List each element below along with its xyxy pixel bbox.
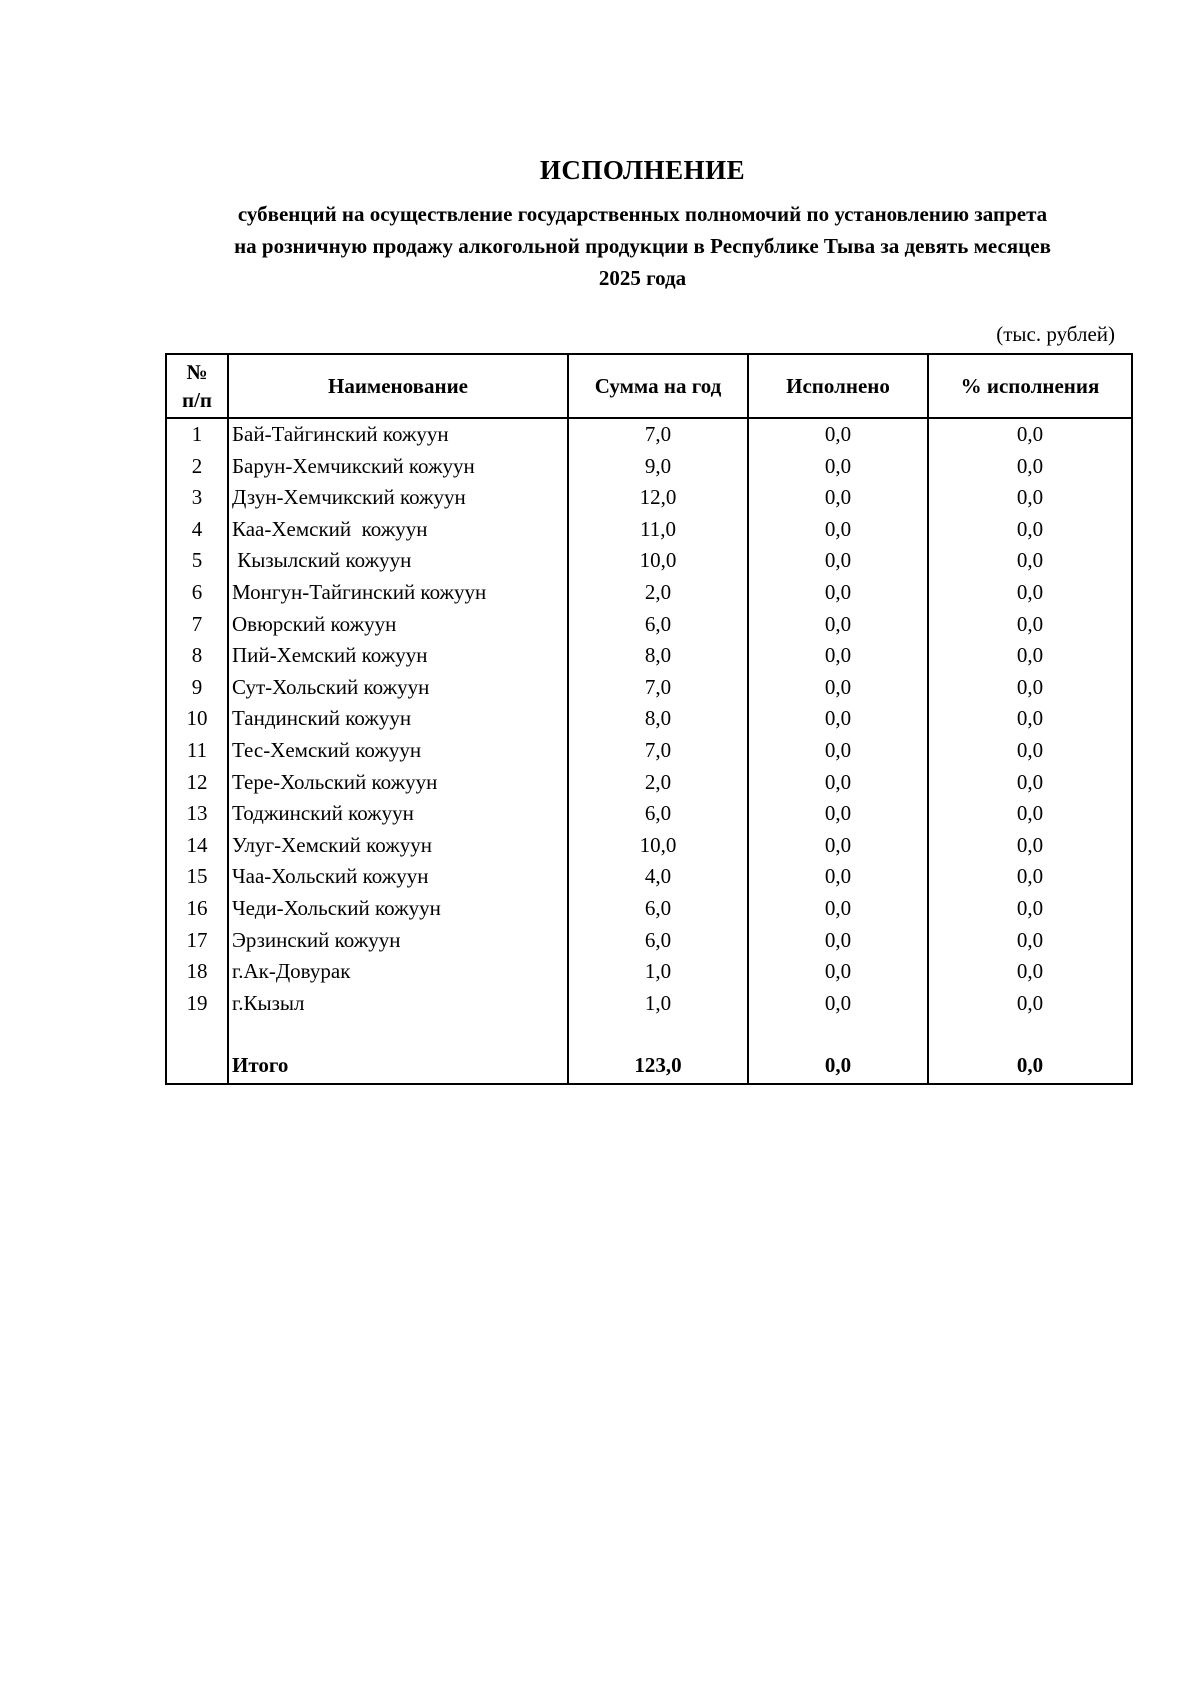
document-subtitle: [160, 198, 1125, 294]
row-number: 4: [166, 514, 228, 546]
row-pct: 0,0: [928, 956, 1132, 988]
row-sum: 2,0: [568, 767, 748, 799]
row-sum: 9,0: [568, 451, 748, 483]
spacer-cell: [748, 1019, 928, 1049]
row-name: Каа-Хемский кожуун: [228, 514, 568, 546]
row-number: 16: [166, 893, 228, 925]
row-done: 0,0: [748, 418, 928, 451]
row-name: Тоджинский кожуун: [228, 798, 568, 830]
row-pct: 0,0: [928, 988, 1132, 1020]
row-name: Тере-Хольский кожуун: [228, 767, 568, 799]
row-name: Сут-Хольский кожуун: [228, 672, 568, 704]
table-row: [166, 798, 1132, 830]
row-done: 0,0: [748, 956, 928, 988]
row-pct: 0,0: [928, 609, 1132, 641]
row-number: 3: [166, 482, 228, 514]
row-number: 10: [166, 703, 228, 735]
row-done: 0,0: [748, 703, 928, 735]
row-number: 9: [166, 672, 228, 704]
row-sum: 6,0: [568, 925, 748, 957]
row-pct: 0,0: [928, 767, 1132, 799]
row-done: 0,0: [748, 798, 928, 830]
row-sum: 7,0: [568, 672, 748, 704]
row-number: 7: [166, 609, 228, 641]
row-done: 0,0: [748, 609, 928, 641]
row-done: 0,0: [748, 640, 928, 672]
spacer-row: [166, 1019, 1132, 1049]
row-sum: 10,0: [568, 830, 748, 862]
total-row: [166, 1049, 1132, 1084]
execution-table: [165, 353, 1133, 1085]
header-num: [166, 354, 228, 418]
table-row: [166, 861, 1132, 893]
row-name: Чаа-Хольский кожуун: [228, 861, 568, 893]
row-name: Пий-Хемский кожуун: [228, 640, 568, 672]
row-pct: 0,0: [928, 925, 1132, 957]
header-pct: % исполнения: [928, 354, 1132, 418]
row-sum: 2,0: [568, 577, 748, 609]
row-done: 0,0: [748, 451, 928, 483]
total-done: 0,0: [748, 1049, 928, 1084]
table-row: [166, 703, 1132, 735]
header-num-label: п/п: [181, 388, 213, 412]
table-row: [166, 514, 1132, 546]
row-pct: 0,0: [928, 514, 1132, 546]
row-pct: 0,0: [928, 418, 1132, 451]
row-done: 0,0: [748, 893, 928, 925]
table-row: [166, 988, 1132, 1020]
row-name: Улуг-Хемский кожуун: [228, 830, 568, 862]
row-done: 0,0: [748, 514, 928, 546]
row-pct: 0,0: [928, 893, 1132, 925]
document-title: ИСПОЛНЕНИЕ: [539, 155, 746, 185]
row-pct: 0,0: [928, 735, 1132, 767]
table-row: [166, 451, 1132, 483]
units-note: (тыс. рублей): [996, 322, 1115, 346]
row-sum: 6,0: [568, 798, 748, 830]
row-name: Бай-Тайгинский кожуун: [228, 418, 568, 451]
row-done: 0,0: [748, 735, 928, 767]
table-row: [166, 735, 1132, 767]
row-done: 0,0: [748, 830, 928, 862]
row-name: Барун-Хемчикский кожуун: [228, 451, 568, 483]
header-name: Наименование: [228, 354, 568, 418]
spacer-cell: [166, 1019, 228, 1049]
row-sum: 10,0: [568, 545, 748, 577]
total-sum: 123,0: [568, 1049, 748, 1084]
row-number: 11: [166, 735, 228, 767]
table-header-row: [166, 354, 1132, 418]
header-done: Исполнено: [748, 354, 928, 418]
row-done: 0,0: [748, 672, 928, 704]
row-sum: 12,0: [568, 482, 748, 514]
table-row: [166, 767, 1132, 799]
row-number: 19: [166, 988, 228, 1020]
row-done: 0,0: [748, 577, 928, 609]
row-number: 12: [166, 767, 228, 799]
row-done: 0,0: [748, 925, 928, 957]
row-name: Чеди-Хольский кожуун: [228, 893, 568, 925]
spacer-cell: [568, 1019, 748, 1049]
row-number: 6: [166, 577, 228, 609]
row-name: Овюрский кожуун: [228, 609, 568, 641]
row-pct: 0,0: [928, 798, 1132, 830]
row-sum: 8,0: [568, 640, 748, 672]
row-pct: 0,0: [928, 482, 1132, 514]
spacer-cell: [928, 1019, 1132, 1049]
row-pct: 0,0: [928, 703, 1132, 735]
row-pct: 0,0: [928, 577, 1132, 609]
row-pct: 0,0: [928, 830, 1132, 862]
total-pct: 0,0: [928, 1049, 1132, 1084]
row-name: Тандинский кожуун: [228, 703, 568, 735]
row-sum: 11,0: [568, 514, 748, 546]
row-done: 0,0: [748, 861, 928, 893]
row-pct: 0,0: [928, 861, 1132, 893]
subtitle-line: на розничную продажу алкогольной продукции в Республике Тыва за девять месяцев: [234, 234, 1051, 258]
header-sum: Сумма на год: [568, 354, 748, 418]
row-sum: 8,0: [568, 703, 748, 735]
table-row: [166, 640, 1132, 672]
row-number: 17: [166, 925, 228, 957]
row-sum: 4,0: [568, 861, 748, 893]
row-number: 13: [166, 798, 228, 830]
row-name: г.Ак-Довурак: [228, 956, 568, 988]
row-pct: 0,0: [928, 672, 1132, 704]
table-row: [166, 672, 1132, 704]
row-number: 18: [166, 956, 228, 988]
table-row: [166, 418, 1132, 451]
row-name: Тес-Хемский кожуун: [228, 735, 568, 767]
subtitle-line: 2025 года: [598, 266, 687, 290]
row-sum: 7,0: [568, 418, 748, 451]
row-name: Монгун-Тайгинский кожуун: [228, 577, 568, 609]
row-number: 5: [166, 545, 228, 577]
subtitle-line: субвенций на осуществление государственных полномочий по установлению запрета: [237, 202, 1048, 226]
row-number: 14: [166, 830, 228, 862]
row-pct: 0,0: [928, 545, 1132, 577]
row-number: 15: [166, 861, 228, 893]
spacer-cell: [228, 1019, 568, 1049]
row-sum: 6,0: [568, 893, 748, 925]
row-sum: 1,0: [568, 988, 748, 1020]
table-row: [166, 893, 1132, 925]
row-name: Дзун-Хемчикский кожуун: [228, 482, 568, 514]
row-sum: 7,0: [568, 735, 748, 767]
row-pct: 0,0: [928, 640, 1132, 672]
table-row: [166, 577, 1132, 609]
table-row: [166, 609, 1132, 641]
table-row: [166, 482, 1132, 514]
total-number: [166, 1049, 228, 1084]
row-done: 0,0: [748, 988, 928, 1020]
total-label: Итого: [228, 1049, 568, 1084]
row-number: 1: [166, 418, 228, 451]
table-row: [166, 925, 1132, 957]
row-name: Кызылский кожуун: [228, 545, 568, 577]
table-row: [166, 830, 1132, 862]
row-number: 8: [166, 640, 228, 672]
header-num-symbol: №: [186, 360, 208, 384]
row-sum: 1,0: [568, 956, 748, 988]
row-pct: 0,0: [928, 451, 1132, 483]
row-done: 0,0: [748, 767, 928, 799]
row-done: 0,0: [748, 545, 928, 577]
row-sum: 6,0: [568, 609, 748, 641]
table-row: [166, 545, 1132, 577]
row-name: Эрзинский кожуун: [228, 925, 568, 957]
row-done: 0,0: [748, 482, 928, 514]
row-name: г.Кызыл: [228, 988, 568, 1020]
row-number: 2: [166, 451, 228, 483]
table-row: [166, 956, 1132, 988]
